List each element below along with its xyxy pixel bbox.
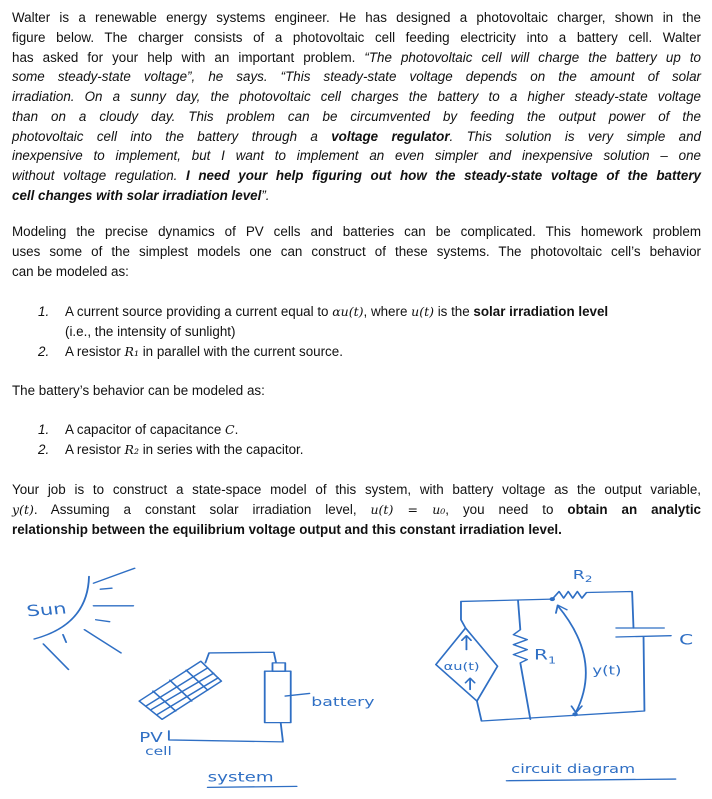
text-segment: Your job is to construct a state-space model of this system, with battery voltage as the output variable,	[12, 482, 701, 497]
y-label: y(t)	[592, 664, 622, 678]
circuit-diagram	[436, 568, 693, 781]
text-segment: relationship between the equilibrium voltage output and this constant irradiation level.	[12, 521, 562, 537]
text-segment: (i.e., the intensity of sunlight)	[65, 323, 236, 339]
text-segment: Modeling the precise dynamics of PV cells and batteries can be complicated. This homework problem	[12, 224, 701, 239]
math-expression: y(t)	[12, 501, 34, 517]
list-number: 1.	[38, 304, 50, 319]
capacitor-icon	[616, 628, 671, 637]
wire	[169, 723, 283, 742]
system-caption: system	[207, 769, 274, 786]
text-segment: photovoltaic cell into the battery through a	[12, 128, 332, 144]
wire	[461, 599, 552, 628]
text-segment: ”.	[261, 187, 270, 203]
resistor-r1-icon	[513, 600, 530, 719]
circuit-caption: circuit diagram	[511, 763, 636, 777]
list-item	[65, 440, 701, 460]
c-label: C	[679, 632, 694, 649]
list-item	[65, 302, 701, 322]
text-segment: Walter is a renewable energy systems engineer. He has designed a photovoltaic charger, shown in the	[12, 10, 701, 25]
math-expression: R₂	[124, 441, 139, 457]
wire	[205, 652, 276, 663]
text-segment: .	[234, 422, 239, 437]
list-item	[65, 342, 701, 362]
list-number: 2.	[38, 441, 50, 457]
wire	[477, 637, 645, 721]
paragraph3-line	[12, 500, 701, 520]
math-expression: u(t)	[411, 304, 434, 319]
r2-label: $R_2$	[572, 567, 593, 585]
pv-panel-icon	[139, 661, 221, 719]
paragraph1-line	[12, 87, 701, 107]
text-segment: A capacitor of capacitance	[65, 422, 226, 437]
list-item	[65, 420, 701, 440]
paragraph1-line	[12, 107, 701, 127]
text-segment: figure below. The charger consists of a photovoltaic cell feeding electricity into a battery cell. Walter	[12, 29, 701, 45]
text-segment: irradiation. On a sunny day, the photovoltaic cell charges the battery to a higher steady-state voltage	[12, 89, 701, 104]
text-segment: uses some of the simplest models one can construct of these systems. The photovoltaic cell’s behavior	[12, 243, 701, 259]
voltage-arrow	[558, 606, 586, 712]
math-expression: u(t) = u₀	[370, 501, 446, 517]
text-segment: some steady-state voltage”, he says. “This steady-state voltage depends on the amount of solar	[12, 69, 701, 85]
text-segment: inexpensive to implement, but I want to implement an even simpler and inexpensive solution – one	[12, 148, 701, 164]
node-dot	[572, 712, 577, 716]
paragraph1-line	[12, 146, 701, 166]
text-segment: , where	[363, 304, 412, 319]
paragraph1-line	[12, 67, 701, 87]
text-segment: in series with the capacitor.	[138, 441, 304, 457]
text-segment: , you need to	[445, 501, 568, 517]
text-segment: solar irradiation level	[473, 304, 609, 319]
paragraph3-line	[12, 520, 701, 540]
text-segment: A resistor	[65, 343, 125, 359]
text-segment: I need your help figuring out how the steady-state voltage of the battery	[186, 168, 701, 183]
paragraph1-line	[12, 48, 701, 68]
node-dot	[550, 597, 555, 601]
text-segment: has asked for your help with an important problem.	[12, 49, 365, 65]
text-segment: without voltage regulation.	[12, 168, 187, 183]
list-number: 1.	[38, 422, 50, 437]
r1-label: $R_1$	[534, 647, 557, 667]
paragraph1-line	[12, 127, 701, 147]
paragraph2-line	[12, 222, 701, 242]
list-number: 2.	[38, 343, 50, 359]
text-segment: cell changes with solar irradiation level	[12, 187, 262, 203]
resistor-r2-icon	[552, 592, 633, 629]
text-segment: in parallel with the current source.	[138, 343, 343, 359]
paragraph2-line	[12, 242, 701, 262]
text-segment: obtain an analytic	[567, 501, 702, 517]
text-segment: . This solution is very simple and	[449, 128, 701, 144]
paragraph1-line	[12, 28, 701, 48]
battery-label: battery	[311, 694, 375, 710]
text-segment: . Assuming a constant solar irradiation level,	[33, 501, 371, 517]
list-item	[65, 322, 701, 342]
math-expression: R₁	[124, 343, 139, 359]
source-label: αu(t)	[443, 661, 480, 674]
system-sketch	[25, 568, 374, 787]
battery-intro: The battery’s behavior can be modeled as:	[12, 383, 265, 398]
text-segment: “The photovoltaic cell will charge the battery up to	[364, 49, 701, 65]
math-expression: αu(t)	[332, 304, 364, 319]
cell-label: cell	[145, 745, 172, 759]
text-segment: than on a cloudy day. This problem can be circumvented by feeding the output power of the	[12, 108, 701, 124]
text-segment: A current source providing a current equal to	[65, 304, 333, 319]
hand-drawn-figure	[0, 550, 712, 799]
paragraph1-line	[12, 166, 701, 186]
paragraph3-line	[12, 480, 701, 500]
text-segment: can be modeled as:	[12, 263, 129, 279]
pv-label: PV	[139, 729, 163, 746]
paragraph2-line	[12, 262, 701, 282]
paragraph1-line	[12, 8, 701, 28]
text-segment: voltage regulator	[331, 128, 450, 144]
text-segment: A resistor	[65, 441, 125, 457]
sun-label: Sun	[25, 600, 68, 621]
paragraph1-line	[12, 186, 701, 206]
math-expression: C	[225, 422, 235, 437]
text-segment: is the	[433, 304, 474, 319]
battery-icon	[265, 663, 291, 723]
